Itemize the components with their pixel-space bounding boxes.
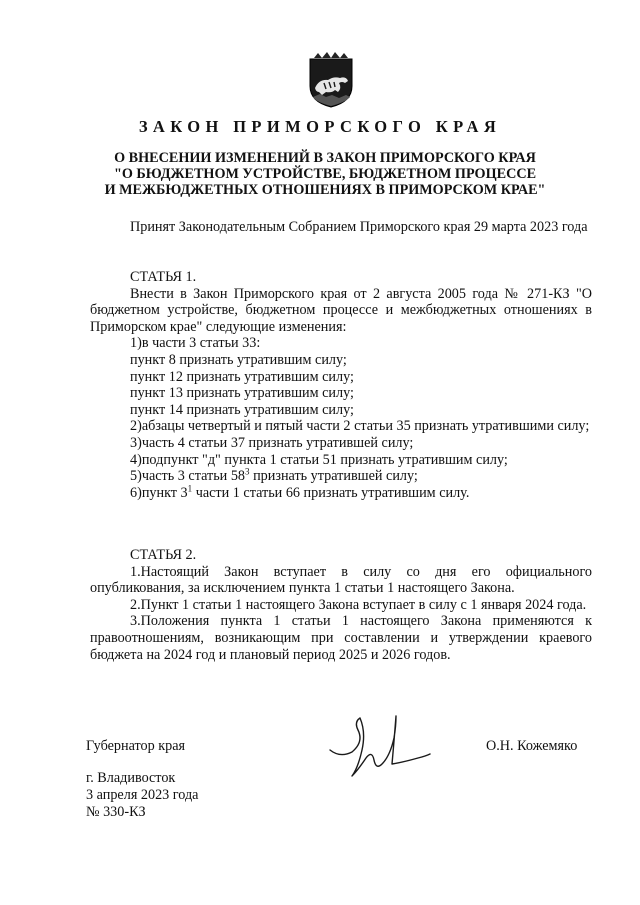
article-2-paragraph: 2.Пункт 1 статьи 1 настоящего Закона вступает в силу с 1 января 2024 года. xyxy=(130,596,587,613)
list-item: пункт 12 признать утратившим силу; xyxy=(130,368,354,385)
article-1 xyxy=(90,269,592,501)
list-item: 2)абзацы четвертый и пятый части 2 статьи 35 признать утратившими силу; xyxy=(130,418,590,435)
amendment-title xyxy=(90,150,560,198)
item-text: 6)пункт 3 xyxy=(130,484,188,501)
list-item: 4)подпункт "д" пункта 1 статьи 51 признать утратившим силу; xyxy=(130,451,508,468)
amendment-title-line: И МЕЖБЮДЖЕТНЫХ ОТНОШЕНИЯХ В ПРИМОРСКОМ КРАЕ" xyxy=(104,182,546,198)
superscript: 1 xyxy=(187,482,193,493)
article-1-intro: Внести в Закон Приморского края от 2 августа 2005 года № 271-КЗ "О бюджетном устройстве, бюджетном процессе и межбюджетных отношениях в Приморском крае" следующие изменения: xyxy=(90,285,592,335)
superscript: 3 xyxy=(245,466,250,477)
list-item: пункт 14 признать утратившим силу; xyxy=(130,401,354,418)
signing-date: 3 апреля 2023 года xyxy=(86,787,199,803)
article-2-paragraph: 3.Положения пункта 1 статьи 1 настоящего Закона применяются к правоотношениям, возникающим при составлении и утверждении краевого бюджета на 2024 год и плановый период 2025 и 2026 годов. xyxy=(90,613,592,663)
list-item: 1)в части 3 статьи 33: xyxy=(130,335,261,352)
coat-of-arms-emblem xyxy=(304,52,358,108)
article-1-heading: СТАТЬЯ 1. xyxy=(130,269,197,285)
governor-name: О.Н. Кожемяко xyxy=(486,738,578,754)
article-2-heading: СТАТЬЯ 2. xyxy=(130,547,197,563)
amendment-title-line: О ВНЕСЕНИИ ИЗМЕНЕНИЙ В ЗАКОН ПРИМОРСКОГО КРАЯ xyxy=(114,150,536,166)
list-item xyxy=(90,468,592,485)
list-item: пункт 13 признать утратившим силу; xyxy=(130,385,354,402)
adoption-note: Принят Законодательным Собранием Приморского края 29 марта 2023 года xyxy=(130,219,588,235)
list-item xyxy=(90,482,592,502)
city: г. Владивосток xyxy=(86,770,176,786)
item-text: признать утратившей силу; xyxy=(249,468,418,485)
handwritten-signature xyxy=(322,712,432,782)
item-text: части 1 статьи 66 признать утратившим силу. xyxy=(192,484,470,501)
amendment-title-line: "О БЮДЖЕТНОМ УСТРОЙСТВЕ, БЮДЖЕТНОМ ПРОЦЕССЕ xyxy=(113,166,537,182)
article-2-paragraph: 1.Настоящий Закон вступает в силу со дня его официального опубликования, за исключением пункта 1 статьи 1 настоящего Закона. xyxy=(90,563,592,597)
tiger-shield-icon xyxy=(304,52,358,108)
law-number: № 330-КЗ xyxy=(86,804,146,820)
list-item: пункт 8 признать утратившим силу; xyxy=(130,351,347,368)
list-item: 3)часть 4 статьи 37 признать утратившей силу; xyxy=(130,434,414,451)
governor-position: Губернатор края xyxy=(86,738,186,754)
item-text: 5)часть 3 статьи 58 xyxy=(130,468,246,485)
article-2 xyxy=(90,547,592,663)
law-title: ЗАКОН ПРИМОРСКОГО КРАЯ xyxy=(138,117,502,136)
